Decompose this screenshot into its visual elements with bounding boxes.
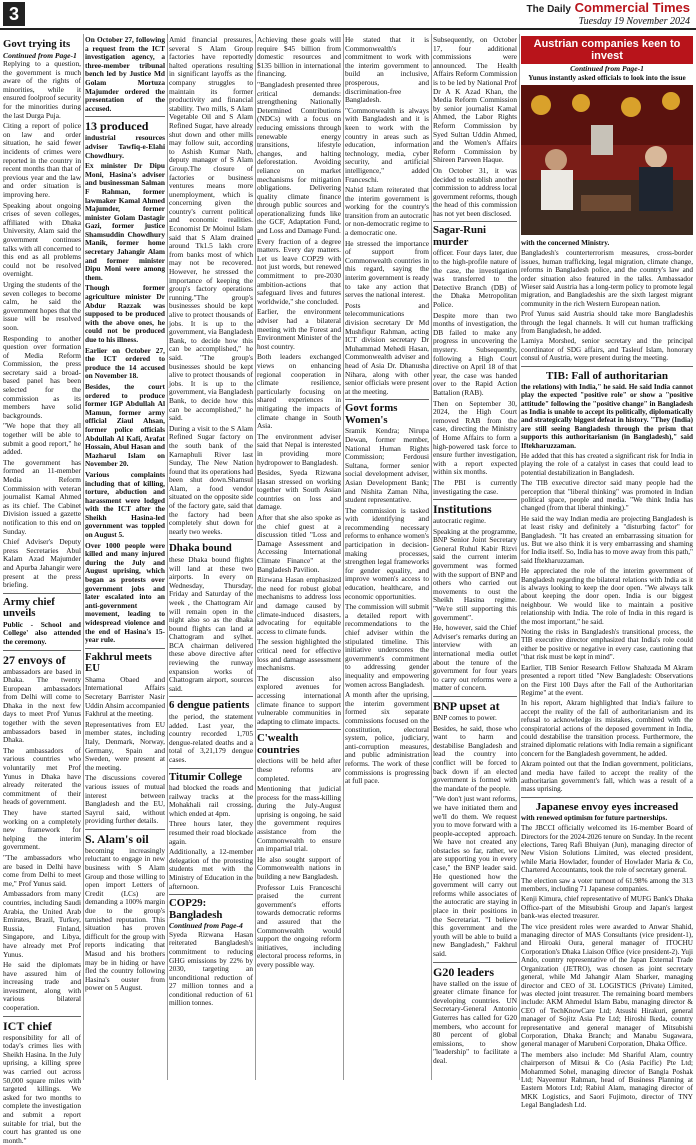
article-paragraph: He said the diplomats have assured him of increasing trade and investment, along with various bilateral cooperation. <box>3 960 81 1013</box>
brand-name: Commercial Times <box>574 0 690 15</box>
article-paragraph: The members also include: Md Shariful Alam, country chairperson of Mitsui & Co (Asia Pacific) Pte Ltd; Mohammed Sohel, managing director of Bangla Poshak Ltd; Nayeemur Rahman, head of Business Planning at Eastern Motors Ltd; Rabiul Alam, managing director of MKK Logistics, and Saori Fujimoto, director of TNY Legal Bangladesh Ltd. <box>521 1050 693 1110</box>
austrian-banner: Austrian companies keen to invest <box>521 36 693 64</box>
article-paragraph: Posts and telecommunications division secretary Dr Md Mushfiqur Rahman, acting ICT division secretary Dr Muhammad Mehedi Hasan, Commonwealth adviser and head of Asia Dr. Dhanusha Nihara, along with other senior officials were present at the meeting. <box>345 300 429 396</box>
article-paragraph: Prof Yunus said Austria should take more Bangladeshis through the legal channels. It will cut human trafficking from Bangladesh, he added. <box>521 310 693 336</box>
article-headline: Army chief unveils <box>3 595 55 620</box>
photo-caption: with the concerned Ministry. <box>521 239 610 247</box>
article-paragraph: Though former agriculture minister Dr Abdur Razzak was supposed to be produced with the above ones, he could not be produced due to his illness. <box>85 283 165 344</box>
article-paragraph: officer. Four days later, due to the high-profile nature of the case, the investigation was transferred to the Detective Branch (DB) of the Dhaka Metropolitan Police. <box>433 248 517 310</box>
article-paragraph: The discussion also explored avenues for accessing international climate finance to support vulnerable communities in adapting to climate impacts. <box>257 673 341 726</box>
article-separator <box>3 593 81 594</box>
column-4 <box>257 36 341 1080</box>
article-paragraph: BNP comes to power. <box>433 712 497 722</box>
column-6 <box>433 36 517 1080</box>
article-paragraph: The ambassadors of various countries who voluntarily met Prof Yunus in Dhaka have already reiterated the commitment of their heads of government. <box>3 745 81 807</box>
article-paragraph: He appreciated the role of the interim government of Bangladesh regarding the bilateral relations with India as it is always looking to keep the door open. "We always talk about keeping the door open. India is our biggest neighbour. We would like to maintain a positive relationship with India. The role of India in this regard is the most important," he said. <box>521 567 693 626</box>
column-divider <box>255 34 256 1080</box>
article-separator <box>169 768 253 769</box>
meeting-photo <box>521 85 693 235</box>
article-separator <box>169 539 253 540</box>
article-paragraph: these Dhaka bound flights will land at these two airports. In every on Wednesday, Thursday, Friday and Saturday of the week , the Chattogram Air will remain open in the night also so as the dhaka bound flights can land at Chattogram and sylhet. BCA chairman delivered these above directive after reviewing the runway expansion works of Chattogram airport, sources said. <box>169 554 253 693</box>
article-separator <box>433 696 517 697</box>
article-paragraph: becoming increasingly reluctant to engage in new business with S Alam Group and those willing to open import Letters of Credit (LCs) are demanding a 100% margin due to the group's tarnished reputation. This situation has proven difficult for the group with reports indicating that Masud and his brothers may be in hiding or have fled the country following Hasina's ouster from power on 5 August. <box>85 845 165 993</box>
article-paragraph: Urging the students of the seven colleges to become calm, he said the government hopes that the issue will be resolved soon. <box>3 279 81 332</box>
article-paragraph: Representatives from EU member states, including Italy, Denmark, Norway, Germany, Spain and Sweden, were present at the meeting. <box>85 719 165 772</box>
article-paragraph: Ambassadors from many countries, including Saudi Arabia, the United Arab Emirates, Brazil, Turkey, Russia, Finland, Singapore, and Libya, have already met Prof Yunus. <box>3 889 81 959</box>
article-paragraph: Citing a report of police on law and order situation, he said fewer incidents of crimes were reported in the country in recent months than that of previous year and the law and order situation is improving here. <box>3 121 81 199</box>
article-headline: Govt trying its <box>3 38 71 50</box>
article-separator <box>433 221 517 222</box>
article-headline: 13 produced <box>85 119 149 134</box>
article-paragraph: Various complaints including that of killing, torture, abduction and harassment were lodged with the ICT after the Sheikh Hasina-led government was toppled on August 5. <box>85 469 165 540</box>
article-intro: Yunus instantly asked officials to look into the issue <box>528 73 686 82</box>
article-separator <box>433 499 517 500</box>
article-paragraph: They have started working on a completely new framework for helping the interim government. <box>3 808 81 852</box>
column-divider <box>343 34 344 1080</box>
article-paragraph: "We hope that they all together will be able to submit a good report," he added. <box>3 421 81 457</box>
article-headline: Institutions <box>433 502 492 517</box>
article-headline: ICT chief <box>3 1018 52 1033</box>
article-paragraph: Three hours later, they resumed their road blockade again. <box>169 819 253 846</box>
article-paragraph: Chief Adviser's Deputy press Secretaries Abul Kalam Azad Majumder and Apurba Jahangir were present at the press briefing. <box>3 537 81 590</box>
article-headline: Japanese envoy eyes increased <box>535 800 679 813</box>
article-paragraph: The commission is tasked with identifying and recommending necessary reforms to enhance women's participation in decision-making processes, strengthen legal frameworks for gender equality, and improve women's access to education, healthcare, and economic opportunities. <box>345 505 429 601</box>
article-headline: Sagar-Runi murder <box>433 224 486 248</box>
article-paragraph: The discussions covered various issues of mutual interest between Bangladesh and the EU, Sayrul said, without providing further details. <box>85 773 165 826</box>
article-paragraph: Ex minister Dr Dipu Moni, Hasina's adviser and businessman Salman F Rahman, former lawmaker Kamal Ahmed Majumder, former minister Golam Dastagir Gazi, former justice Shamsuddin Chowdhury Manik, former home secretary Jahangir Alam and former minister Dipu Moni were among them. <box>85 161 165 282</box>
article-paragraph: The TIB executive director said many people had the perception that "liberal thinking" was promoted in Indian political space, people and media. "We think India has changed (from that liberal thinking)." <box>521 479 693 513</box>
article-paragraph: Kenji Kimura, chief representative of MUFG Bank's Dhaka Office-part of the Mitsubishi Group and Japan's largest bank-was elected treasurer. <box>521 895 693 921</box>
article-paragraph: "We don't just want reforms, we have initiated them and we'll do them. We request you to move forward with a people-accepted approach. We have not created any obstacles so far, rather, we are supporting you in every case," the BNP leader said. He questioned how the government will carry out reforms while associates of the autocratic are staying in place in their positions in the Secretariat. "I believe this government and the youth will be able to build a new Bangladesh," Fakhrul said. <box>433 794 517 958</box>
column-2 <box>85 36 165 1080</box>
article-paragraph: Amid financial pressures, several S Alam Group factories have reportedly halted operations resulting in significant layoffs as the company struggles to maintain its former productivity and financial stability. Two mills, S Alam Vegetable Oil and S Alam Refined Sugar, have already shut down and other mills may follow suit, according to Ashish Kumar Nath, deputy manager of S Alam Group.The closure of factories or business ventures means more unemployment, which is concerning given the country's current political and economic realities. Economist Dr Moinul Islam said that S Alam drained around Tk1.5 lakh crore from banks most of which may not be recovered. However, he stressed the importance of keeping the group's factory operations running."The group's businesses should be kept alive to protect thousands of jobs. It is up to the government, via Bangladesh Bank, to decide how this can be accomplished," he said. "The group's businesses should be kept alive to protect thousands of jobs. It is up to the government, via Bangladesh Bank, to decide how this can be accomplished," he said. <box>169 35 253 423</box>
article-paragraph: On October 27, following a request from the ICT investigation agency, a three-member tribunal bench led by Justice Md Golam Mortuza Majumder ordered the presentation of the accused. <box>85 35 165 113</box>
article-paragraph: "Commonwealth is always with Bangladesh and it is keen to work with the country in areas such as education, information technology, media, cyber security, and artificial intelligence," added Franceschi. <box>345 105 429 184</box>
article-separator <box>85 116 165 117</box>
article-separator <box>433 962 517 963</box>
article-paragraph: The JBCCI officially welcomed its 16-member Board of Directors for the 2024-2026 tenure on Sunday. In the recent elections, Tareq Rafi Bhuiyan (Jun), managing director of New Vision Solutions Limited, was elected president, while Maria Howlader, founder of Howlader Maria & Co, Chartered Accountants, took the role of secretary general. <box>521 824 693 875</box>
article-headline: Dhaka bound <box>169 542 232 555</box>
article-paragraph: Earlier, TIB Senior Research Fellow Shahzada M Akram presented a report titled "New Bangladesh: Observations on the First 100 Days after the Fall of the Authoritarian Regime" at the event. <box>521 663 693 697</box>
article-separator <box>345 399 429 400</box>
article-separator <box>169 696 253 697</box>
article-paragraph: Sramik Kendra; Nirupa Dewan, former member, National Human Rights Commission; Ferdousi Sultana, former senior social development adviser, Asian Development Bank; and Nishita Zaman Niha, student representative. <box>345 426 429 505</box>
article-paragraph: have stalled on the issue of greater climate finance for developing countries. UN Secretary-General Antonio Guterres has called for G20 members, who account for 80 percent of global emissions, to show "leadership" to facilitate a deal. <box>433 978 517 1065</box>
article-paragraph: He said the way Indian media are projecting Bangladesh is at least risky and definitely a "disturbing factor" for Bangladesh. "It has created an embarrassing situation for us. But we also think it is very embarrassing and shaming for India itself. So, India has to move away from this path," said Iftekharuzzaman. <box>521 514 693 565</box>
article-paragraph: responsibility for all of today's crimes lies with Sheikh Hasina. In the July uprising, a killing spree was carried out across 50,000 square miles with targeted killings. We asked for two months to complete the investigation and submit a report suitable for trial, but the court has granted us one month." <box>3 1032 81 1145</box>
article-headline: BNP upset at <box>433 698 500 713</box>
article-paragraph: Besides, Syeda Rizwana Hasan stressed on working together with South Asian countries on loss and damage. <box>257 468 341 512</box>
article-paragraph: autocratic regime. <box>433 516 487 526</box>
article-paragraph: industrial resources adviser Tawfiq-e-Elahi Chowdhury. <box>85 133 165 160</box>
article-separator <box>521 797 693 798</box>
article-paragraph: The government has formed an 11-member Media Reform Commission with veteran journalist Kamal Ahmed as its chief. The Cabinet Division issued a gazette notification to this end on Sunday. <box>3 457 81 536</box>
article-separator <box>85 648 165 649</box>
article-paragraph: Nahid Islam reiterated that the interim government is working for the country's transition from an autocratic or non-democratic regime to a democratic one. <box>345 185 429 238</box>
article-headline: 27 envoys of <box>3 652 66 667</box>
article-paragraph: The commission will submit a detailed report with recommendations to the chief adviser within the stipulated timeline. This initiative underscores the government's commitment to addressing gender inequality and empowering women across Bangladesh. <box>345 602 429 689</box>
column-5 <box>345 36 429 1080</box>
article-separator <box>521 366 693 367</box>
article-paragraph: Subsequently, on October 17, four additional commissions were announced. The Health Affairs Reform Commission is to be led by National Prof Dr A K Azad Khan, the Media Reform Commission by senior journalist Kamal Ahmed, the Labor Rights Reform Commission by Syed Sultan Uddin Ahmed, and the Women's Affairs Reform Commission by Shireen Parveen Haque. <box>433 35 517 165</box>
article-paragraph: Speaking at the programme, BNP Senior Joint Secretary General Ruhul Kabir Rizvi said the current interim government was formed with the support of BNP and others who carried out movements to oust the Sheikh Hasina regime. "We're still supporting this government". <box>433 526 517 622</box>
article-separator <box>3 650 81 651</box>
article-paragraph: "Bangladesh presented three critical demands: strengthening Nationally Determined Contributions (NDCs) with a focus on reducing emissions through renewable energy transitions, lifestyle changes, and halting deforestation. Avoiding reliance on market mechanisms for mitigation obligations. Delivering quality climate finance through public sources and operationalizing funds like the GCF, Adaptation Fund, and Loss and Damage Fund. <box>257 79 341 236</box>
article-paragraph: Syeda Rizwana Hasan reiterated Bangladesh's commitment to reducing GHG emissions by 22% by 2030, targeting an unconditional reduction of 27 million tonnes and a conditional reduction of 61 million tonnes. <box>169 929 253 1008</box>
article-paragraph: Achieving these goals will require $45 billion from domestic resources and $135 billion in international financing. <box>257 35 341 79</box>
column-3 <box>169 36 253 1080</box>
article-headline: C'wealth countries <box>257 732 300 756</box>
article-paragraph: Akram pointed out that the Indian government, politicians, and media have failed to accept the reality of the authoritarian government's fall, which was a result of a mass uprising. <box>521 760 693 794</box>
article-paragraph: ambassadors are based in Dhaka. The twenty European ambassadors from Delhi will come to Dhaka in the next few days to meet Prof Yunus together with the seven ambassadors based in Dhaka. <box>3 666 81 745</box>
issue-date: Tuesday 19 November 2024 <box>578 16 690 27</box>
article-paragraph: Bangladesh's counterterrorism measures, cross-border issues, human trafficking, legal migration, climate change, reforms in Bangladesh police, and the country's law and order situation also featured in the talks. Ambassador Wieser said Austria has a long-term policy to promote legal migration, and Bangladeshis are the sixth largest migrant community in the rich Western European nation. <box>521 249 693 308</box>
article-paragraph: After that she also spoke as the chief guest at a discussion titled "Loss and Damage Assessment and Accessing International Climate Finance" at the Bangladesh Pavilion. <box>257 513 341 574</box>
article-paragraph: Noting the risks in Bangladesh's transitional process, the TIB executive director emphasized that India's role could either be positive or negative in every case, cautioning that "that risk must be kept in mind". <box>521 628 693 662</box>
article-paragraph: The session highlighted the critical need for effective loss and damage assessment mechanisms. <box>257 637 341 673</box>
article-paragraph: the period, the statement added. Last year, the country recorded 1,705 dengue-related deaths and a total of 3,21,179 dengue cases. <box>169 711 253 764</box>
article-headline: Titumir College <box>169 770 243 783</box>
page-number: 3 <box>3 2 25 26</box>
continued-note: Continued from Page-4 <box>169 921 243 931</box>
article-paragraph: the relations) with India," he said. He said India cannot play the expected "positive role" or show a "positive attitude" following the "positive change" in Bangladesh as India is unable to accept its politically, diplomatically and strategically biggest defeat in history. "They (India) are still seeing Bangladesh through the prism that supports this authoritarianism (in Bangladesh)," said Iftekharuzzaman. <box>521 382 693 450</box>
column-divider <box>519 34 520 1080</box>
column-divider <box>167 34 168 1080</box>
article-paragraph: Besides, he said, those who want to harm and destabilise Bangladesh and lead the country into conflict will be forced to back down if an elected government is formed with the mandate of the people. <box>433 723 517 793</box>
article-paragraph: The environment adviser said that Nepal is interested in providing more hydropower to Bangladesh. <box>257 431 341 467</box>
column-7 <box>521 36 693 1110</box>
article-paragraph: He added that this has created a significant risk for India in playing the role of a catalyst in cases that could lead to potential destabilization in Bangladesh. <box>521 451 693 477</box>
article-paragraph: Replying to a question, the government is much aware of the rights of minorities, while it ensured foolproof security for the minorities during the last Durga Puja. <box>3 59 81 120</box>
article-paragraph: Then on September 30, 2024, the High Court removed RAB from the case, directing the Ministry of Home Affairs to form a high-powered task force to ensure further investigation, with a report expected within six months. <box>433 398 517 477</box>
newspaper-brand <box>527 1 690 17</box>
article-paragraph: On October 31, it was decided to establish another commission to address local government reforms, though the head of this commission has not yet been disclosed. <box>433 165 517 218</box>
article-headline: G20 leaders <box>433 964 494 979</box>
article-headline: 6 dengue patients <box>169 699 250 712</box>
article-paragraph: Speaking about ongoing crises of seven colleges, affiliated with Dhaka University, Alam said the government continues talks with all concerned to this end as all problems could not be resolved overnight. <box>3 200 81 279</box>
article-separator <box>169 894 253 895</box>
article-paragraph: He, however, said the Chief Adviser's remarks during an interview with an international media outlet about the tenure of the government for four years to carry out reforms were a matter of concern. <box>433 623 517 693</box>
article-paragraph: had blocked the roads and railway tracks at the Mohakhali rail crossing, which ended at 4pm. <box>169 783 253 818</box>
article-paragraph: In his report, Akram highlighted that India's failure to accept the reality of the fall of authoritarianism and its refusal to acknowledge its mistakes, combined with the conspiratorial actions of the deposed government in India, could destabilise the transition process. Furthermore, the strained diplomatic relations with India remain a significant concern for the Bangladesh government, he added. <box>521 699 693 758</box>
brand-the: The Daily <box>526 4 571 15</box>
article-paragraph: Professor Luis Franceschi praised the current government's efforts towards democratic reforms and assured that the Commonwealth would support the ongoing reform initiatives, including electoral process reforms, in every possible way. <box>257 882 341 969</box>
article-paragraph: The vice president roles were awarded to Anwar Shahid, managing director of MAS Consultants (vice president-1), and Hiroaki Oura, general manager of ITOCHU Corporation's Dhaka Liaison Office (vice president-2). Yuji Ando, country representative of the Japan External Trade Organization (JETRO), was chosen as joint secretary general, while Md Jahangir Alam Sharker, managing director and CEO of 3L LOGISTICS (Private) Limited, was elected joint treasurer. The remaining board members include: AKM Ahmedul Islam Babu, managing director & CEO of TechKnowCare Ltd; Atsushi Hirakuri, general manager of Sojitz Asia Pte Ltd; Hiroshi Ikeda, country representative and general manager of Mitsubishi Corporation, Dhaka Branch; and Manabu Sugawara, general manager of Marubeni Corporation, Dhaka Office. <box>521 922 693 1049</box>
masthead <box>0 0 696 30</box>
article-separator <box>3 1016 81 1017</box>
article-paragraph: Mentioning that judicial process for the mass-killing during the July-August uprising is ongoing, he said the government requires assistance from the Commonwealth to ensure an impartial trial. <box>257 784 341 854</box>
article-paragraph: Public - School and College' also attended the ceremony. <box>3 619 81 646</box>
article-separator <box>85 829 165 830</box>
article-paragraph: A month after the uprising, the interim government formed six separate commissions focused on the constitution, electoral system, police, judiciary, anti-corruption measures, and public administration reforms. The work of these commissions is progressing at full pace. <box>345 690 429 786</box>
article-paragraph: The election saw a voter turnout of 61.98% among the 313 members, including 71 Japanese companies. <box>521 876 693 894</box>
article-headline: TIB: Fall of authoritarian <box>546 369 668 382</box>
continued-note: Continued from Page-1 <box>3 50 77 60</box>
article-paragraph: Despite more than two months of investigation, the DB failed to make any progress in uncovering the mystery. Subsequently, following a High Court directive on April 18 of that year, the case was handed over to the Rapid Action Battalion (RAB). <box>433 310 517 397</box>
article-paragraph: Rizwana Hasan emphasized the need for robust global mechanisms to address loss and damage caused by climate-induced disasters, advocating for equitable access to climate funds. <box>257 575 341 636</box>
article-paragraph: Earlier, the environment adviser had a bilateral meeting with the Forest and Environment Minister of the host country. <box>257 307 341 351</box>
article-headline: Fakhrul meets EU <box>85 650 152 675</box>
article-paragraph: with renewed optimism for future partnerships. <box>521 813 668 822</box>
article-paragraph: "The ambassadors who are based in Delhi have come from Delhi to meet me," Prof Yunus said. <box>3 852 81 888</box>
article-paragraph: Shama Obaed and International Affairs Secretary Barrister Nasir Uddin Ahsim accompanied Fakhrul at the meeting. <box>85 674 165 719</box>
article-paragraph: Earlier on October 27, the ICT ordered to produce the 14 accused on November 18. <box>85 345 165 381</box>
column-divider <box>431 34 432 1080</box>
article-paragraph: The PBI is currently investigating the case. <box>433 477 517 496</box>
article-paragraph: Responding to another question over formation of Media Reform Commission, the press secretary said a broad-based panel has been selected for the commission as its members have solid backgrounds. <box>3 333 81 420</box>
article-paragraph: elections will be held after these reforms are completed. <box>257 756 341 783</box>
article-paragraph: Over 1000 people were killed and many injured during the July and August uprising, which began as protests over government jobs and later escalated into an anti-government movement, leading to widespread violence and the end of Hasina's 15-year rule. <box>85 540 165 645</box>
article-paragraph: He stated that it is Commonwealth's commitment to work with the interim government to build an inclusive, prosperous, and discrimination-free Bangladesh. <box>345 35 429 105</box>
article-paragraph: Lamiya Morshed, senior secretary and the principal coordinator of SDG affairs, and Tasleuf Islam, honorary consul of Austria, were present during the meeting. <box>521 337 693 363</box>
article-paragraph: Additionally, a 12-member delegation of the protesting students met with the Ministry of Education in the afternoon. <box>169 847 253 891</box>
article-headline: COP29: Bangladesh <box>169 897 223 921</box>
article-paragraph: Every fraction of a degree matters. Every day matters. Let us leave COP29 with not just words, but renewed commitment to pre-2030 ambition-actions that safeguard lives and futures worldwide," she concluded. <box>257 236 341 306</box>
article-headline: S. Alam's oil <box>85 831 149 846</box>
column-divider <box>83 34 84 1080</box>
article-paragraph: He stressed the importance of support from Commonwealth countries in this regard, saying the interim government is ready to take any action that serves the national interest. <box>345 238 429 300</box>
article-headline: Govt forms Women's <box>345 402 398 426</box>
article-paragraph: Besides, the court ordered to produce former IGP Abdullah Al Mamun, former army official Ziaul Ahsan, former police officials Abdullah Al Kafi, Arafat Hossain, Abul Hasan and Mazharul Islam on November 20. <box>85 381 165 469</box>
article-separator <box>257 729 341 730</box>
continued-note: Continued from Page-1 <box>570 64 644 73</box>
article-paragraph: He also sought support of Commonwealth nations in building a new Bangladesh. <box>257 854 341 882</box>
column-1 <box>3 36 81 1145</box>
article-paragraph: Both leaders exchanged views on enhancing regional cooperation in climate resilience, particularly focusing on shared experiences in mitigating the impacts of climate change in South Asia. <box>257 352 341 431</box>
article-paragraph: During a visit to the S Alam Refined Sugar factory on the south bank of the Karnaphuli River last Sunday, The New Nation found that its operations had been shut down.Shamsul Alam, a food vendor situated on the opposite side of the factory gate, said that the factory had been completely shut down for nearly two weeks. <box>169 423 253 536</box>
